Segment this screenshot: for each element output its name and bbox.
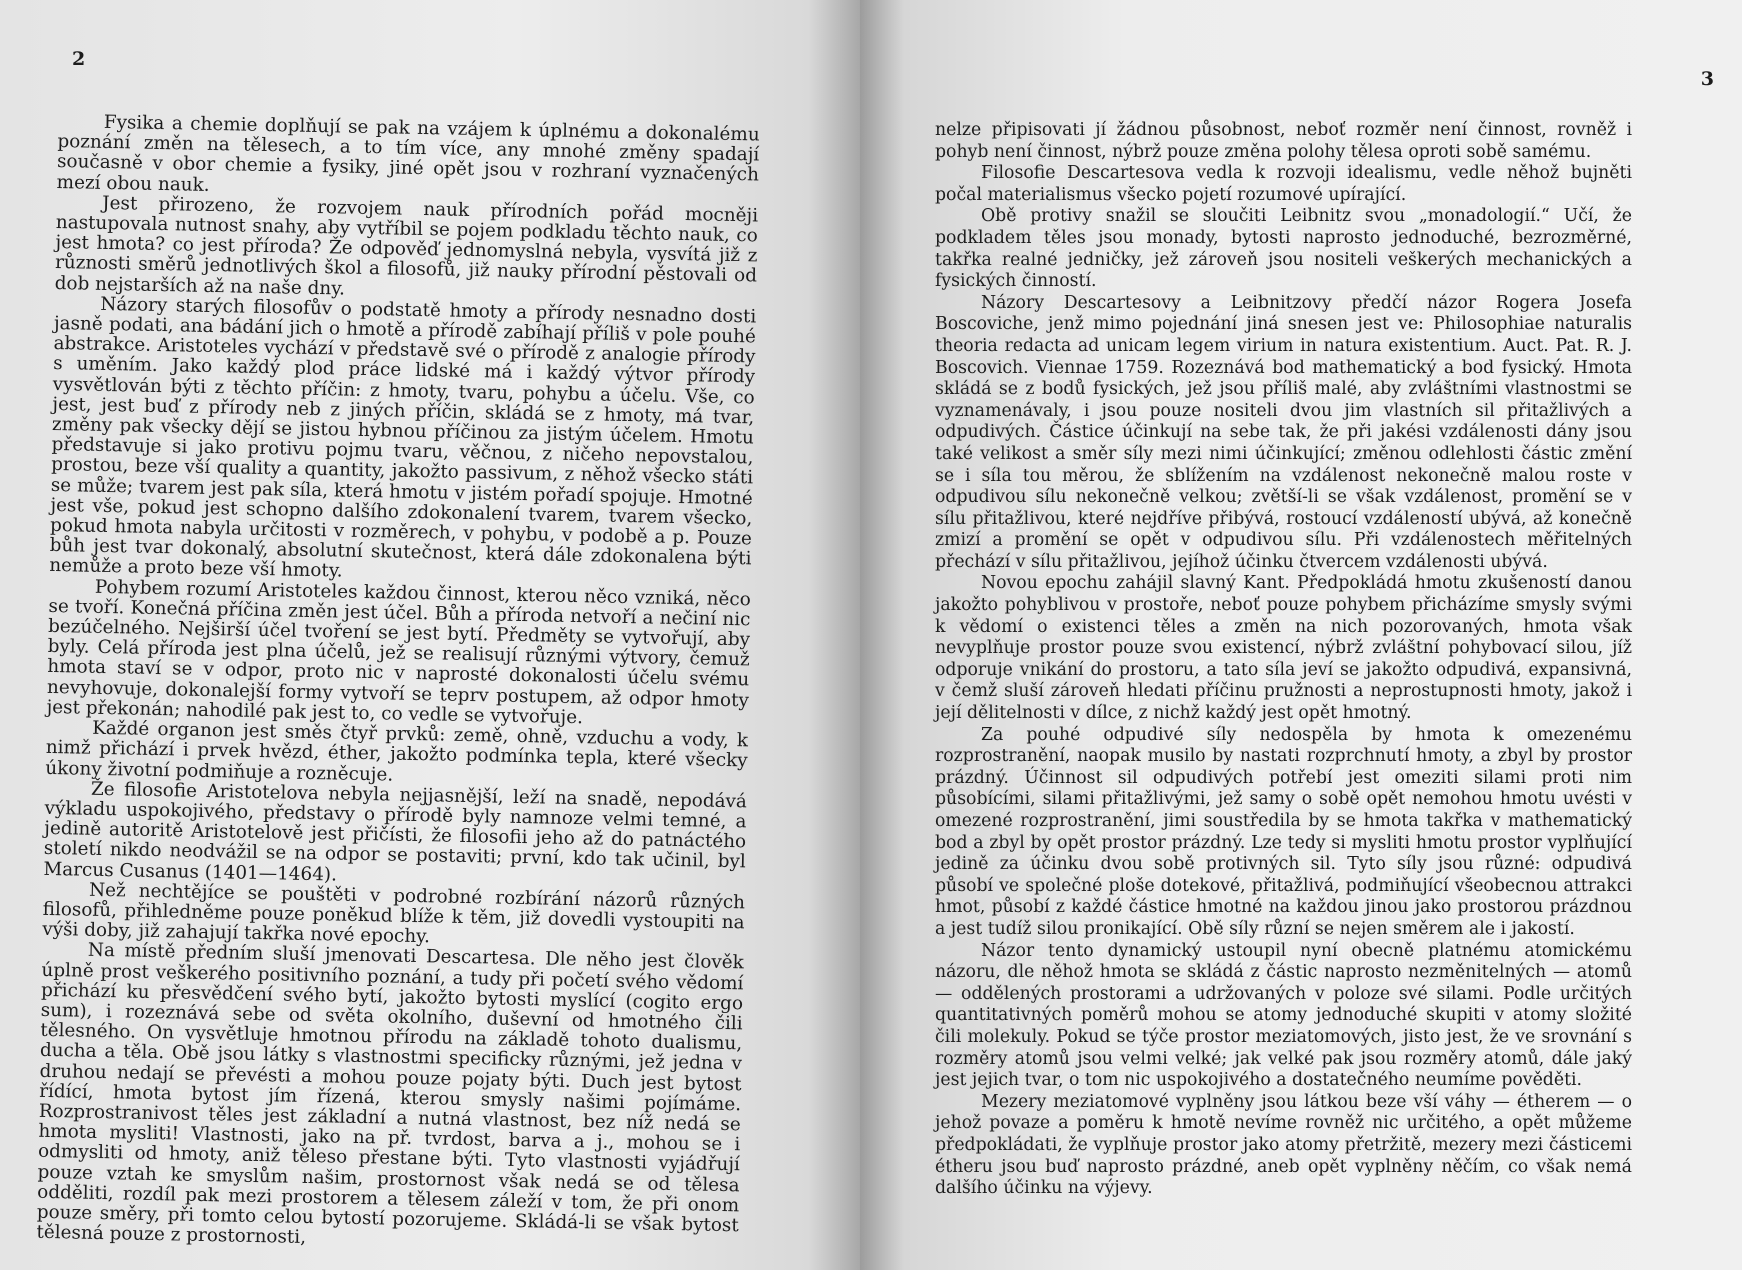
paragraph: Názory starých filosofův o podstatě hmoty a přírody nesnadno dosti jasně podati, ana bádání jich o hmotě a přírodě zabíhají příliš v pole pouhé abstrakce. Aristoteles vychází v představě své o přírodě z analogie přírody s uměním. Jako každý plod práce lidské má i každý výtvor přírody vysvětlován býti z těchto příčin: z hmoty, tvaru, pohybu a účelu. Vše, co jest, jest buď z přírody neb z jiných příčin, skládá se z hmoty, má tvar, změny pak všecky dějí se jistou hybnou příčinou za jistým účelem. Hmotu představuje si jako protivu pojmu tvaru, věčnou, z ničeho nepovstalou, prostou, beze vší quality a quantity, jakožto passivum, z něhož všecko státi se může; tvarem jest pak síla, která hmotu v jistém pořadí spojuje. Hmotné jest vše, pokud jest schopno dalšího zdokonalení tvarem, tvarem všecko, pokud hmota nabyla určitosti v rozměrech, v pohybu, v podobě a p. Pouze bůh jest tvar dokonalý, absolutní skutečnost, která dále zdokonalena býti nemůže a proto beze vší hmoty. bbox=[49, 293, 757, 583]
paragraph: Než nechtějíce se pouštěti v podrobné rozbírání názorů různých filosofů, přihledněme pouze poněkud blíže k těm, již dovedli vystoupiti na výši doby, již zahajují takřka nové epochy. bbox=[42, 879, 746, 948]
paragraph: Fysika a chemie doplňují se pak na vzájem k úplnému a dokonalému poznání změn na tělesech, a to tím více, any mnohé změny spadají současně v obor chemie a fysiky, jiné opět jsou v rozhraní vyznačených mezí obou nauk. bbox=[56, 111, 760, 196]
paragraph: Názory Descartesovy a Leibnitzovy předčí názor Rogera Josefa Boscoviche, jenž mimo pojednání jiná snesen jest ve: Philosophiae naturalis theoria redacta ad unicam legem virium in natura existentium. Auct. Pat. R. J. Boscovich. Viennae 1759. Rozeznává bod mathematický a bod fysický. Hmota skládá se z bodů fysických, jež jsou příliš malé, aby zvláštními vlastnostmi se vyznamenávaly, i jsou pouze nositeli dvou jim vlastních sil přitažlivých a odpudivých. Částice účinkují na sebe tak, že při jakési vzdálenosti dány jsou také velikost a směr síly mezi nimi účinkující; změnou odlehlosti částic změní se i síla tou měrou, že sblížením na vzdálenost nekonečně malou roste v odpudivou sílu nekonečně velkou; zvětší-li se však vzdálenost, promění se v sílu přitažlivou, které nejdříve přibývá, rostoucí vzdáleností ubývá, až konečně zmizí a promění se opět v odpudivou sílu. Při vzdálenostech měřitelných přechází v sílu přitažlivou, jejíhož účinku čtvercem vzdálenosti ubývá. bbox=[935, 292, 1632, 572]
paragraph: Že filosofie Aristotelova nebyla nejjasnější, leží na snadě, nepodává výkladu uspokojivého, představy o přírodě byly namnoze velmi temné, a jedině autoritě Aristotelově jest přičísti, že filosofii jeho až do patnáctého století nikdo neodvážil se na odpor se postaviti; první, kdo tak učinil, byl Marcus Cusanus (1401—1464). bbox=[43, 778, 748, 886]
paragraph: Novou epochu zahájil slavný Kant. Předpokládá hmotu zkušeností danou jakožto pohyblivou v prostoře, neboť pouze pohybem přicházíme smysly svými k vědomí o existenci těles a změn na nich pozorovaných, hmota však nevyplňuje prostor pouze svou existencí, nýbrž zvláštní pohybovací silou, jíž odporuje vnikání do prostoru, a tato síla jeví se jakožto odpudivá, expansivná, v čemž sluší zároveň hledati příčinu pružnosti a neprostupnosti hmoty, jakož i její dělitelnosti v dílce, z nichž každý jest opět hmotný. bbox=[935, 573, 1632, 724]
paragraph: Za pouhé odpudivé síly nedospěla by hmota k omezenému rozprostranění, naopak musilo by nastati rozprchnutí hmoty, a zbyl by prostor prázdný. Účinnost sil odpudivých potřebí jest omeziti silami proti nim působícími, silami přitažlivými, jež samy o sobě opět nemohou hmotu uvésti v omezené rozprostranění, jimi soustředila by se hmota takřka v mathematický bod a zbyl by opět prostor prázdný. Lze tedy si mysliti hmotu prostor vyplňující jedině za účinku dvou sobě protivných sil. Tyto síly jsou různé: odpudivá působí ve společné ploše dotekové, přitažlivá, podmiňující všeobecnou attrakci hmot, působí z každé částice hmotné na každou jinou jako prostorou prázdnou a jest tudíž silou pronikající. Obě síly různí se nejen směrem ale i jakostí. bbox=[935, 724, 1632, 939]
paragraph: Každé organon jest směs čtyř prvků: země, ohně, vzduchu a vody, k nimž přichází i prvek hvězd, éther, jakožto podmínka tepla, které všecky úkony životní podmiňuje a rozněcuje. bbox=[45, 717, 749, 786]
paragraph: Obě protivy snažil se sloučiti Leibnitz svou „monadologií.“ Učí, že podkladem těles jsou monady, bytosti naprosto jednoduché, bezrozměrné, takřka realné jedničky, jež zároveň jsou nositeli veškerých mechanických a fysických činností. bbox=[935, 206, 1632, 292]
paragraph: Pohybem rozumí Aristoteles každou činnost, kterou něco vzniká, něco se tvoří. Konečná příčina změn jest účel. Bůh a příroda netvoří a nečiní nic bezúčelného. Nejširší účel tvoření se jest bytí. Předměty se vytvořují, aby byly. Celá příroda jest plna účelů, jež se realisují různými výtvory, čemuž hmota staví se v odpor, proto nic v naprosté dokonalosti účelu svému nevyhovuje, dokonalejší formy vytvoří se teprv postupem, až odpor hmoty jest překonán; nahodilé pak jest to, co vedle se vytvořuje. bbox=[46, 576, 751, 729]
paragraph: Názor tento dynamický ustoupil nyní obecně platnému atomickému názoru, dle něhož hmota se skládá z částic naprosto nezměnitelných — atomů — oddělených prostorami a udržovaných v poloze své silami. Podle určitých quantitativných poměrů mohou se atomy jednoduché skupiti v atomy složité čili molekuly. Pokud se týče prostor meziatomových, jisto jest, že ve srovnání s rozměry atomů jsou velmi velké; jak velké pak jsou rozměry atomů, dále jaký jest jejich tvar, o tom nic uspokojivého a dostatečného neumíme pověděti. bbox=[935, 940, 1632, 1091]
left-page bbox=[0, 0, 860, 1270]
left-page-text bbox=[36, 112, 760, 1257]
right-page-text bbox=[935, 120, 1632, 1200]
paragraph: Jest přirozeno, že rozvojem nauk přírodních pořád mocněji nastupovala nutnost snahy, aby vytříbil se pojem podkladu těchto nauk, co jest hmota? co jest příroda? Že odpověď jednomyslná nebyla, vysvítá již z různosti směrů jednotlivých škol a filosofů, již nauky přírodní pěstovali od dob nejstarších až na naše dny. bbox=[54, 192, 759, 300]
page-number-right: 3 bbox=[1700, 68, 1714, 90]
paragraph: nelze připisovati jí žádnou působnost, neboť rozměr není činnost, rovněž i pohyb není činnost, nýbrž pouze změna polohy tělesa oproti sobě samému. bbox=[935, 120, 1632, 162]
paragraph: Mezery meziatomové vyplněny jsou látkou beze vší váhy — étherem — o jehož povaze a poměru k hmotě nevíme rovněž nic určitého, a opět můžeme předpokládati, že vyplňuje prostor jako atomy přetržitě, mezery mezi částicemi étheru jsou buď naprosto prázdné, aneb opět vyplněny něčím, co však nemá dalšího účinku na výjevy. bbox=[935, 1091, 1632, 1199]
page-number-left: 2 bbox=[72, 48, 86, 70]
paragraph: Na místě předním sluší jmenovati Descartesa. Dle něho jest člověk úplně prost veškerého positivního poznání, a tudy při početí svého vědomí přichází ku přesvědčení svého bytí, jakožto bytosti myslící (cogito ergo sum), i rozeznává sebe od světa okolního, duševní od hmotného čili tělesného. On vysvětluje hmotnou přírodu na základě tohoto dualismu, ducha a těla. Obě jsou látky s vlastnostmi specificky různými, jež jedna v druhou nedají se převésti a mohou pouze pojaty býti. Duch jest bytost řídící, hmota bytost jím řízená, kterou smysly našimi pojímáme. Rozprostranivost těles jest základní a nutná vlastnost, bez níž nedá se hmota mysliti! Vlastnosti, jako na př. tvrdost, barva a j., mohou se i odmysliti od hmoty, aniž těleso přestane býti. Tyto vlastnosti vyjádřují pouze vztah ke smyslům našim, prostornost však nedá se od tělesa odděliti, rozdíl pak mezi prostorem a tělesem záleží v tom, že při onom pouze směry, při tomto celou bytostí pozorujeme. Skládá-li se však bytost tělesná pouze z prostornosti, bbox=[36, 940, 744, 1249]
paragraph: Filosofie Descartesova vedla k rozvoji idealismu, vedle něhož bujněti počal materialismus všecko pojetí rozumové upírající. bbox=[935, 163, 1632, 205]
